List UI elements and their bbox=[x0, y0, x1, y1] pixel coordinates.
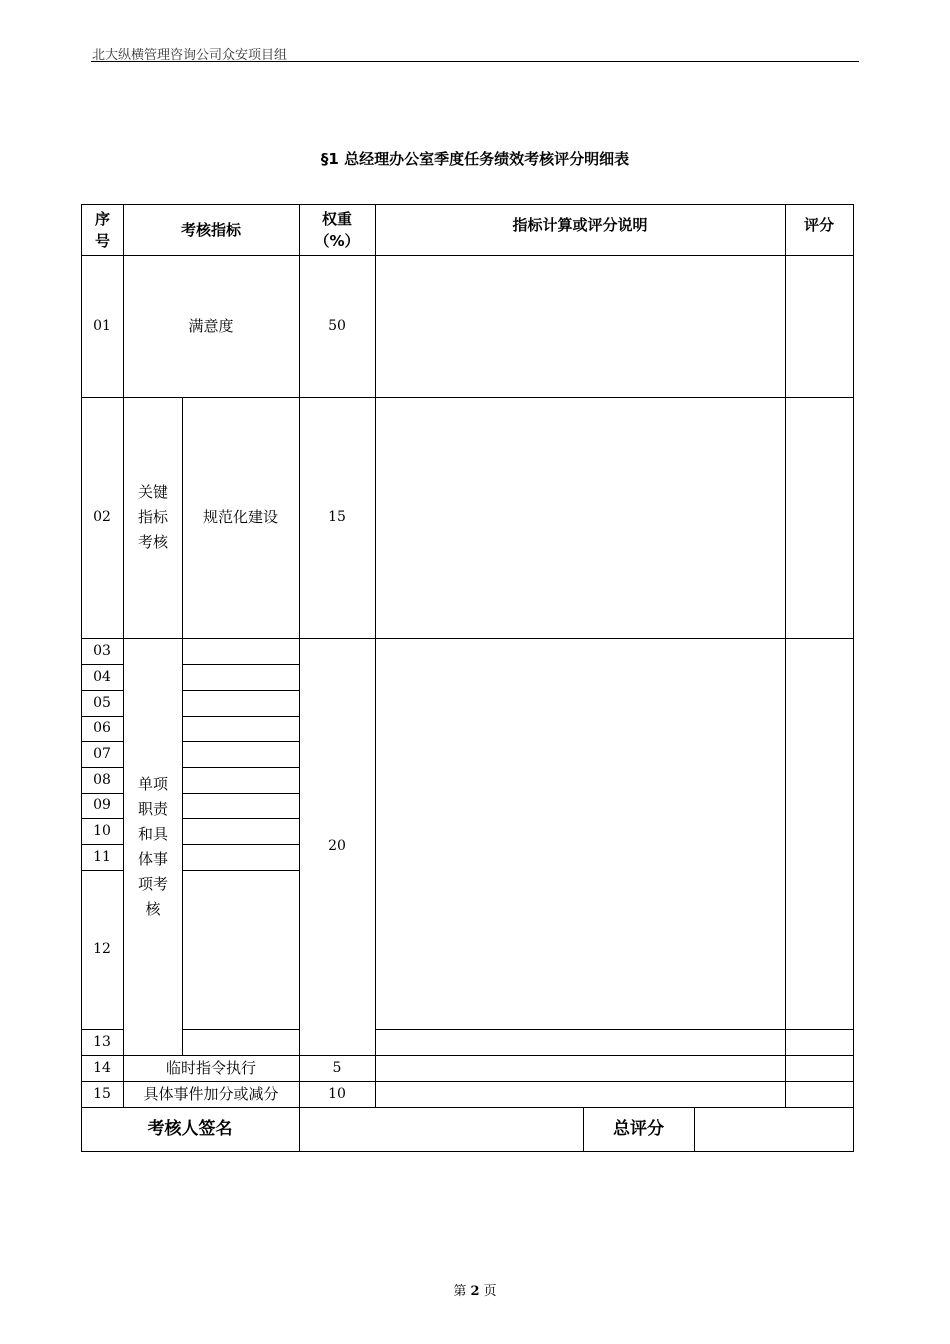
col-header-seq: 序号 bbox=[94, 209, 110, 250]
signer-field[interactable] bbox=[300, 1108, 583, 1151]
row-14-indicator: 临时指令执行 bbox=[165, 1058, 256, 1077]
document-header: 北大纵横管理咨询公司众安项目组 bbox=[92, 48, 288, 63]
row-10-seq: 10 bbox=[93, 822, 111, 839]
signer-label: 考核人签名 bbox=[147, 1119, 233, 1139]
col-header-indicator: 考核指标 bbox=[180, 220, 241, 239]
row-divider bbox=[375, 1029, 854, 1030]
row-07-seq: 07 bbox=[93, 745, 111, 762]
row-divider bbox=[182, 664, 300, 665]
row-08-seq: 08 bbox=[93, 771, 111, 788]
row-02-weight: 15 bbox=[328, 509, 346, 525]
row-divider bbox=[182, 690, 300, 691]
page-title: §1 总经理办公室季度任务绩效考核评分明细表 bbox=[320, 150, 630, 168]
row-15-weight: 10 bbox=[328, 1085, 346, 1102]
page-number-suffix: 页 bbox=[483, 1284, 497, 1299]
row-11-seq: 11 bbox=[93, 848, 111, 865]
row-15-indicator: 具体事件加分或减分 bbox=[143, 1084, 279, 1103]
row-09-seq: 09 bbox=[93, 797, 111, 813]
row-01-weight: 50 bbox=[328, 317, 346, 334]
row-divider bbox=[182, 793, 300, 794]
row-14-seq: 14 bbox=[93, 1059, 111, 1076]
row-divider bbox=[182, 741, 300, 742]
row-02-seq: 02 bbox=[93, 509, 111, 525]
row-02-group: 关键指标考核 bbox=[138, 483, 169, 551]
row-04-seq: 04 bbox=[93, 668, 111, 685]
single-item-weight: 20 bbox=[328, 838, 346, 854]
row-divider bbox=[182, 716, 300, 717]
col-header-weight: 权重（%） bbox=[314, 209, 360, 250]
col-header-score: 评分 bbox=[803, 216, 834, 234]
total-score-label: 总评分 bbox=[613, 1119, 664, 1139]
row-14-weight: 5 bbox=[332, 1059, 342, 1076]
table-border-right bbox=[853, 204, 854, 1152]
page-number bbox=[0, 1280, 950, 1299]
row-05-seq: 05 bbox=[93, 694, 111, 711]
total-score-field[interactable] bbox=[695, 1108, 853, 1151]
single-item-group: 单项职责和具体事项考核 bbox=[138, 775, 169, 918]
row-15-seq: 15 bbox=[93, 1085, 111, 1102]
page-number-prefix: 第 bbox=[453, 1284, 467, 1299]
row-divider bbox=[182, 818, 300, 819]
row-divider bbox=[81, 638, 854, 639]
row-06-seq: 06 bbox=[93, 720, 111, 736]
row-02-indicator: 规范化建设 bbox=[202, 508, 278, 526]
page-number-value: 2 bbox=[470, 1284, 480, 1299]
column-divider bbox=[375, 204, 376, 1107]
row-divider bbox=[182, 1029, 300, 1030]
col-header-description: 指标计算或评分说明 bbox=[512, 216, 648, 234]
row-divider bbox=[182, 844, 300, 845]
header-rule bbox=[91, 61, 859, 62]
row-01-seq: 01 bbox=[93, 317, 111, 334]
row-03-seq: 03 bbox=[93, 642, 111, 659]
column-divider bbox=[785, 204, 786, 1107]
row-divider bbox=[182, 870, 300, 871]
row-01-indicator: 满意度 bbox=[188, 316, 234, 335]
row-divider bbox=[182, 767, 300, 768]
row-12-seq: 12 bbox=[93, 941, 111, 957]
row-13-seq: 13 bbox=[93, 1033, 111, 1050]
